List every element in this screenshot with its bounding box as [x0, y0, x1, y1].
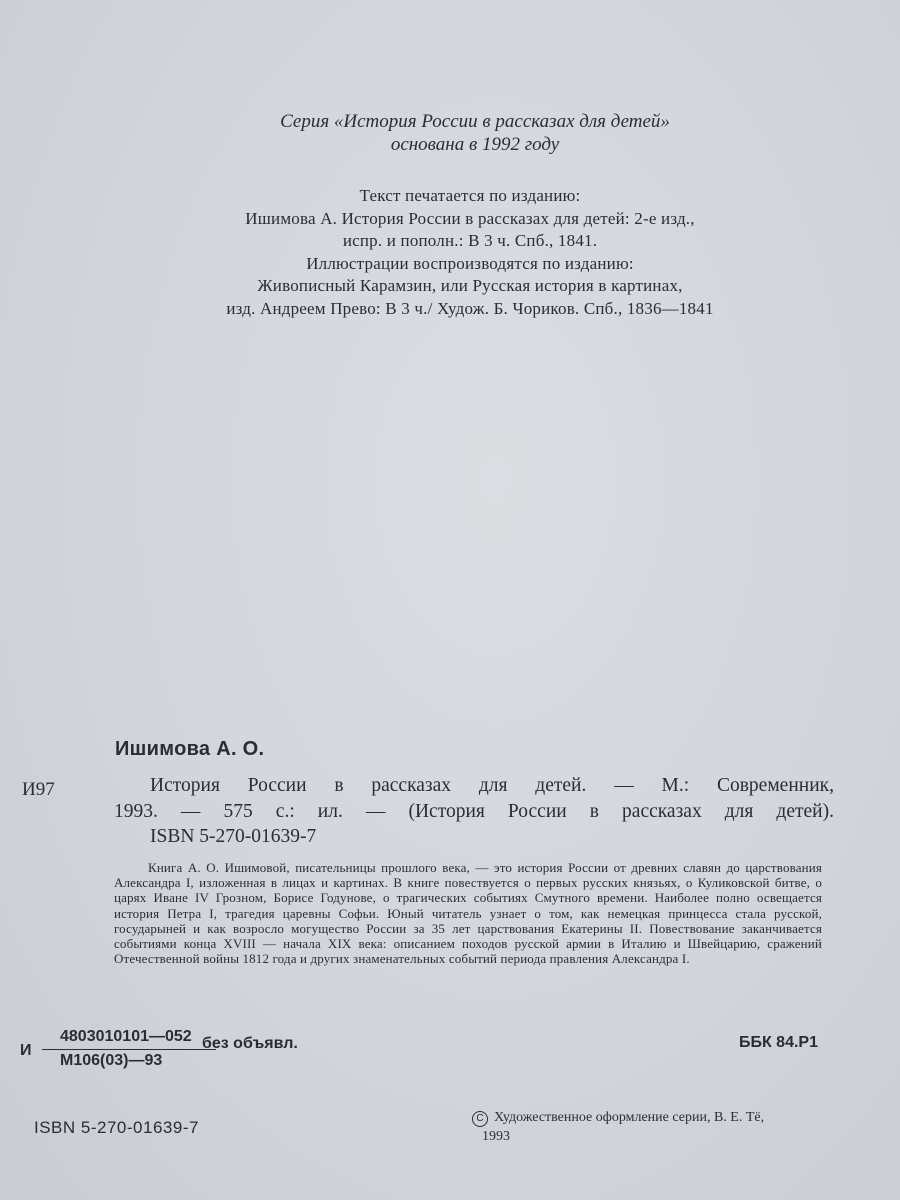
bbk-code: ББК 84.Р1 [738, 1034, 818, 1051]
bottom-isbn: ISBN 5-270-01639-7 [34, 1118, 199, 1137]
source-line: изд. Андреем Прево: В 3 ч./ Худож. Б. Чориков. Спб., 1836—1841 [226, 298, 714, 318]
index-letter: И [20, 1042, 32, 1059]
annotation-text: Книга А. О. Ишимовой, писательницы прошлого века, — это история России от древних славян до царствования Александра I, изложенная в лицах и картинах. В книге повествуется о первых русских князьях, о Куликовской битве, о царях Иване IV Грозном, Борисе Годунове, о трагических событиях Смутного времени. Наиболее полно освещается история Петра I, трагедия царевны Софьи. Юный читатель узнает о том, как немецкая принцесса стала русской, государыней и как возросло могущество России за 35 лет царствования Екатерины II. Повествование заканчивается событиями конца XVIII — начала XIX века: описанием походов русской армии в Италию и Швейцарию, сражений Отечественной войны 1812 года и других знаменательных событий периода правления Александра I. [114, 860, 822, 967]
series-title-line: Серия «История России в рассказах для детей» [280, 111, 670, 132]
biblio-title-line: История России в рассказах для детей. — М.: Современник, [150, 775, 834, 796]
source-line: испр. и пополн.: В 3 ч. Спб., 1841. [342, 231, 598, 250]
copyright-text: Художественное оформление серии, В. Е. Тё, [494, 1110, 765, 1125]
source-line: Иллюстрации воспроизводятся по изданию: [306, 253, 634, 273]
biblio-isbn: ISBN 5-270-01639-7 [150, 826, 317, 847]
copyright-year: 1993 [482, 1129, 510, 1144]
catalog-code: И97 [22, 779, 55, 800]
source-line: Ишимова А. История России в рассказах для детей: 2-е изд., [245, 208, 695, 228]
source-line: Живописный Карамзин, или Русская история в картинах, [257, 276, 683, 295]
copyright-block [472, 1108, 764, 1146]
catalog-author: Ишимова А. О. [115, 738, 265, 760]
series-note [0, 110, 900, 156]
copyright-icon: C [472, 1111, 488, 1127]
index-note: без объявл. [202, 1035, 298, 1052]
biblio-imprint-line: 1993. — 575 с.: ил. — (История России в рассказах для детей). [114, 800, 834, 822]
index-numerator: 4803010101—052 [60, 1028, 192, 1045]
index-denominator: М106(03)—93 [60, 1052, 163, 1069]
source-line: Текст печатается по изданию: [359, 186, 581, 205]
bibliographic-entry [114, 773, 834, 850]
source-edition-block [0, 185, 900, 320]
fraction-bar [42, 1049, 216, 1050]
series-founded-line: основана в 1992 году [390, 134, 560, 155]
